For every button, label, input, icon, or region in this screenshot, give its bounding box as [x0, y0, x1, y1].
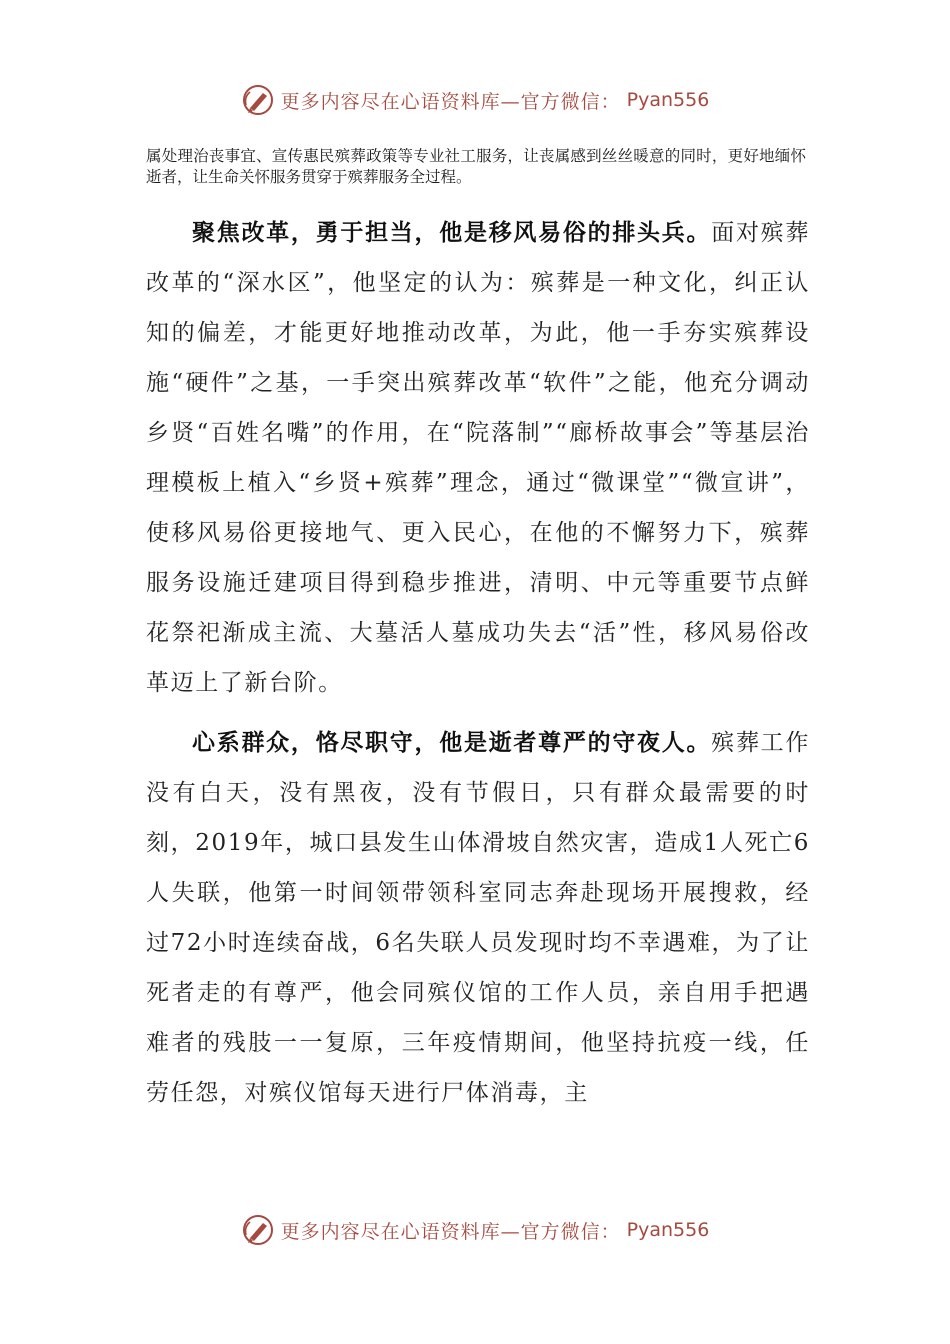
section-dignity-lead: 心系群众，恪尽职守，他是逝者尊严的守夜人。: [192, 729, 712, 756]
section-reform-lead: 聚焦改革，勇于担当，他是移风易俗的排头兵。: [192, 219, 712, 246]
pen-nib-logo-icon: [241, 1213, 275, 1247]
footer-banner: [0, 1210, 950, 1250]
section-reform: [146, 208, 810, 708]
header-banner-text: 更多内容尽在心语资料库—官方微信：: [280, 90, 621, 113]
header-banner: [0, 80, 950, 120]
header-banner-wechat-id: Pyan556: [626, 89, 710, 111]
footer-banner-wechat-id: Pyan556: [626, 1219, 710, 1241]
footer-banner-text: 更多内容尽在心语资料库—官方微信：: [280, 1220, 621, 1243]
intro-paragraph: 属处理治丧事宜、宣传惠民殡葬政策等专业社工服务，让丧属感到丝丝暖意的同时，更好地缅怀逝者，让生命关怀服务贯穿于殡葬服务全过程。: [146, 147, 806, 186]
section-dignity-body: 殡葬工作没有白天，没有黑夜，没有节假日，只有群众最需要的时刻，2019年，城口县发生山体滑坡自然灾害，造成1人死亡6人失联，他第一时间领带领科室同志奔赴现场开展搜救，经过72小时连续奋战，6名失联人员发现时均不幸遇难，为了让死者走的有尊严，他会同殡仪馆的工作人员，亲自用手把遇难者的残肢一一复原，三年疫情期间，他坚持抗疫一线，任劳任怨，对殡仪馆每天进行尸体消毒，主: [146, 730, 810, 1106]
section-dignity: [146, 718, 810, 1118]
pen-nib-logo-icon: [241, 83, 275, 117]
section-reform-body: 面对殡葬改革的“深水区”，他坚定的认为：殡葬是一种文化，纠正认知的偏差，才能更好地推动改革，为此，他一手夯实殡葬设施“硬件”之基，一手突出殡葬改革“软件”之能，他充分调动乡贤“百姓名嘴”的作用，在“院落制”“廊桥故事会”等基层治理模板上植入“乡贤+殡葬”理念，通过“微课堂”“微宣讲”，使移风易俗更接地气、更入民心，在他的不懈努力下，殡葬服务设施迁建项目得到稳步推进，清明、中元等重要节点鲜花祭祀渐成主流、大墓活人墓成功失去“活”性，移风易俗改革迈上了新台阶。: [146, 220, 810, 696]
